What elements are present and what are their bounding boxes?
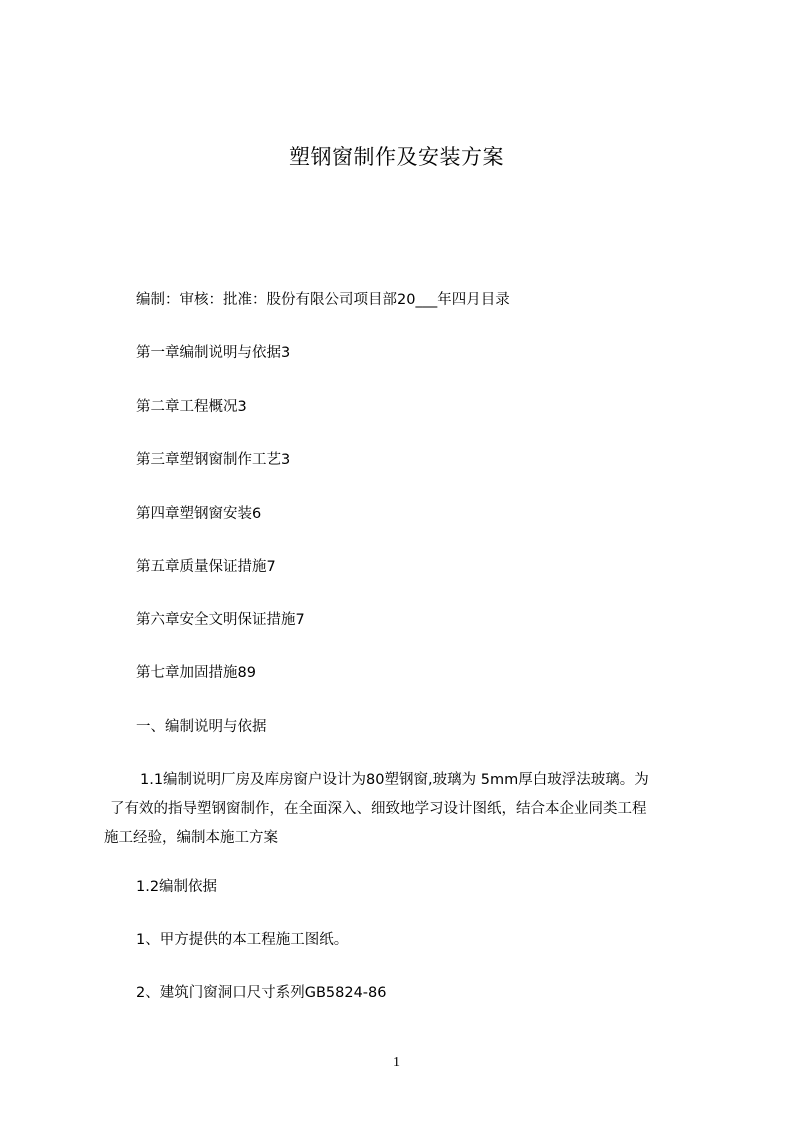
toc-item: 第七章加固措施89 (136, 665, 256, 681)
toc-item: 第二章工程概况3 (136, 399, 247, 415)
paragraph (104, 766, 716, 853)
toc-item: 第六章安全文明保证措施7 (136, 612, 305, 628)
meta-line: 编制：审核：批准：股份有限公司项目部20___年四月目录 (136, 292, 510, 308)
toc-item: 第四章塑钢窗安装6 (136, 506, 262, 522)
paragraph-line: 1.1编制说明厂房及库房窗户设计为80塑钢窗,玻璃为 5mm厚白玻浮法玻璃。为 (140, 772, 649, 788)
toc-item: 第三章塑钢窗制作工艺3 (136, 452, 291, 468)
basis-item: 2、建筑门窗洞口尺寸系列GB5824-86 (136, 985, 387, 1001)
section-heading: 一、编制说明与依据 (136, 719, 267, 735)
document-title: 塑钢窗制作及安装方案 (289, 145, 504, 169)
page-number: 1 (393, 1055, 400, 1070)
subsection-heading: 1.2编制依据 (136, 879, 218, 895)
toc-item: 第一章编制说明与依据3 (136, 345, 291, 361)
paragraph-line: 施工经验，编制本施工方案 (104, 830, 278, 846)
toc-item: 第五章质量保证措施7 (136, 559, 276, 575)
basis-item: 1、甲方提供的本工程施工图纸。 (136, 932, 349, 948)
paragraph-line: 了有效的指导塑钢窗制作，在全面深入、细致地学习设计图纸，结合本企业同类工程 (110, 801, 647, 817)
